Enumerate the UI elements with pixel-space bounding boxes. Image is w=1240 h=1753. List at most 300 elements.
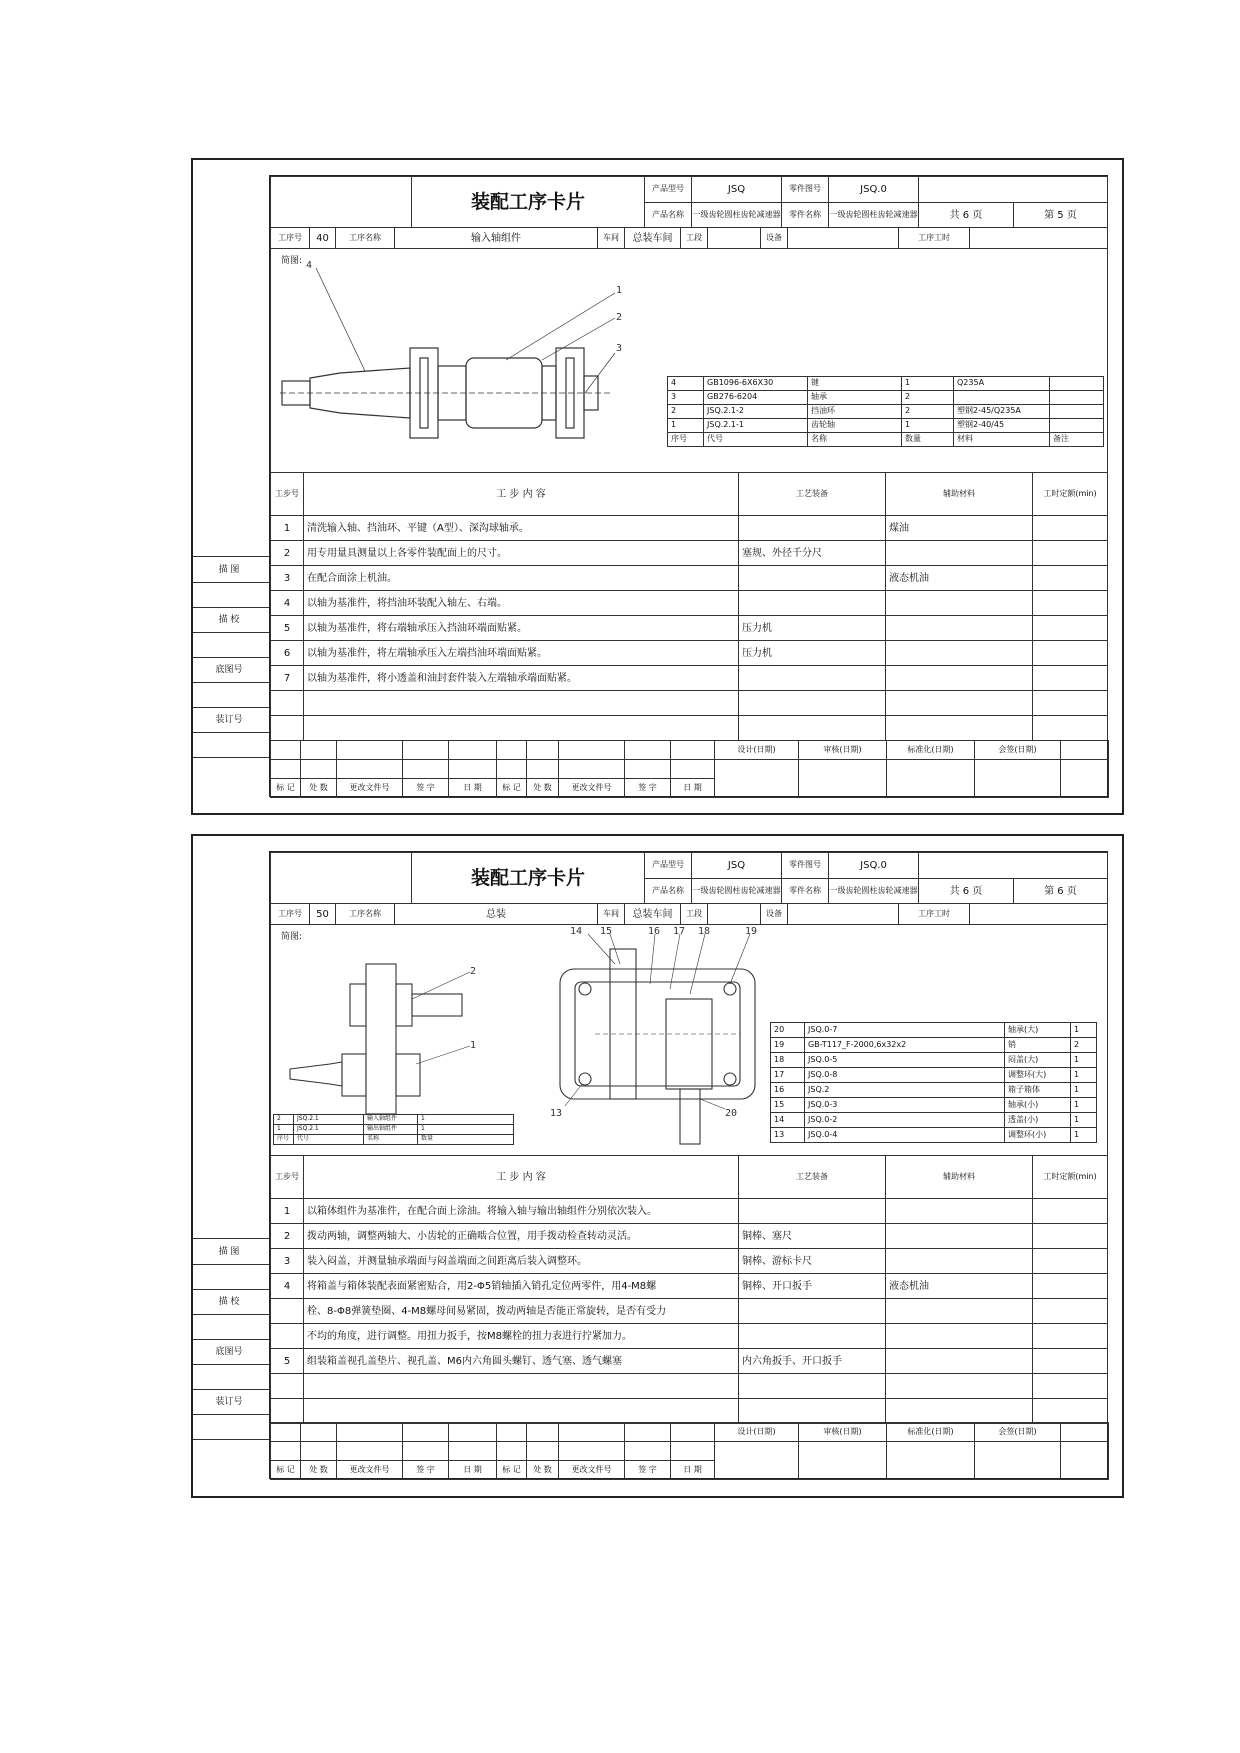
bom-cell: 18 (770, 1052, 805, 1068)
label: 工段 (680, 227, 708, 249)
blank (969, 227, 1108, 249)
step-aux-material (885, 1323, 1033, 1349)
step-time (1032, 1398, 1108, 1424)
step-time (1032, 1198, 1108, 1224)
bom-cell: 1 (1070, 1052, 1097, 1068)
label: 零件名称 (781, 202, 829, 228)
balloon-label: 17 (673, 926, 686, 937)
part-name: 一级齿轮圆柱齿轮减速器 (828, 202, 919, 228)
balloon-label: 16 (648, 926, 661, 937)
sign-col-label: 日 期 (670, 1460, 715, 1480)
sign-col-label: 更改文件号 (558, 778, 625, 798)
sign-heading: 会签(日期) (974, 1422, 1061, 1442)
balloon-label: 1 (616, 285, 623, 296)
side-label: 装订号 (215, 1397, 243, 1407)
sign-blank (526, 759, 559, 779)
sign-blank (558, 740, 625, 760)
label: 产品名称 (644, 878, 692, 904)
sign-blank (714, 1441, 799, 1480)
step-aux-material (885, 1298, 1033, 1324)
sign-blank (558, 1441, 625, 1461)
sign-blank (526, 740, 559, 760)
label: 工序名称 (335, 903, 395, 925)
label: 车间 (597, 903, 625, 925)
workshop: 总装车间 (624, 903, 681, 925)
label: 零件图号 (781, 176, 829, 203)
sign-blank (270, 740, 301, 760)
sign-heading: 会签(日期) (974, 740, 1061, 760)
sign-blank (670, 1441, 715, 1461)
step-time (1032, 1323, 1108, 1349)
step-content: 以轴为基准件，将右端轴承压入挡油环端面贴紧。 (303, 615, 739, 641)
step-content (303, 1398, 739, 1424)
side-label: 描 图 (218, 565, 240, 575)
step-time (1032, 715, 1108, 741)
step-equipment (738, 1298, 886, 1324)
workshop: 总装车间 (624, 227, 681, 249)
step-content: 以轴为基准件，将小透盖和油封套件装入左端轴承端面贴紧。 (303, 665, 739, 691)
sign-blank (496, 759, 527, 779)
bom-cell: 轴承(小) (1004, 1097, 1071, 1113)
step-content: 栓、8-Φ8弹簧垫圈、4-M8螺母间易紧固，拨动两轴是否能正常旋转，是否有受力 (303, 1298, 739, 1324)
side-label: 装订号 (215, 715, 243, 725)
col-header: 工 步 内 容 (303, 472, 739, 516)
step-equipment: 铜棒、开口扳手 (738, 1273, 886, 1299)
step-aux-material (885, 1198, 1033, 1224)
sign-col-label: 标 记 (496, 778, 527, 798)
balloon-label: 15 (600, 926, 613, 937)
process-number: 50 (309, 903, 336, 925)
bom-cell: 1 (901, 376, 954, 391)
small-bom-cell: 数量 (417, 1134, 514, 1145)
sign-blank (300, 759, 337, 779)
step-equipment (738, 515, 886, 541)
step-content: 用专用量具测量以上各零件装配面上的尺寸。 (303, 540, 739, 566)
step-number (270, 1398, 304, 1424)
bom-cell: GB276-6204 (703, 390, 808, 405)
sign-blank (886, 1441, 975, 1480)
step-aux-material (885, 540, 1033, 566)
balloon-label: 13 (550, 1108, 563, 1119)
bom-cell: 销 (1004, 1037, 1071, 1053)
step-time (1032, 1348, 1108, 1374)
blank (707, 903, 761, 925)
step-number: 5 (270, 615, 304, 641)
small-bom-cell: 序号 (273, 1134, 294, 1145)
bom-cell: 1 (1070, 1127, 1097, 1143)
part-number: JSQ.0 (828, 852, 919, 879)
bom-cell: 塑钢2-40/45 (953, 418, 1050, 433)
step-equipment (738, 1373, 886, 1399)
step-number (270, 715, 304, 741)
label: 工段 (680, 903, 708, 925)
bom-cell: 1 (901, 418, 954, 433)
balloon-label: 4 (306, 260, 313, 271)
step-aux-material (885, 590, 1033, 616)
step-equipment: 内六角扳手、开口扳手 (738, 1348, 886, 1374)
balloon-label: 1 (470, 1040, 477, 1051)
step-time (1032, 565, 1108, 591)
card-title: 装配工序卡片 (411, 176, 645, 228)
bom-cell: GB1096-6X6X30 (703, 376, 808, 391)
total-pages: 共 6 页 (918, 878, 1014, 904)
step-content: 以轴为基准件，将挡油环装配入轴左、右端。 (303, 590, 739, 616)
step-time (1032, 590, 1108, 616)
col-header: 工 步 内 容 (303, 1155, 739, 1199)
step-number: 4 (270, 1273, 304, 1299)
bom-cell: 轴承(大) (1004, 1022, 1071, 1038)
step-equipment (738, 1198, 886, 1224)
small-bom-cell: 1 (417, 1124, 514, 1135)
col-header: 辅助材料 (885, 472, 1033, 516)
label: 产品名称 (644, 202, 692, 228)
step-equipment: 压力机 (738, 640, 886, 666)
step-number: 3 (270, 1248, 304, 1274)
step-number (270, 1373, 304, 1399)
sign-blank (624, 740, 671, 760)
bom-cell (1049, 418, 1104, 433)
balloon-label: 3 (616, 343, 623, 354)
bom-cell: 2 (901, 404, 954, 419)
bom-cell: 轴承 (807, 390, 902, 405)
label: 工序工时 (898, 227, 970, 249)
bom-cell: 1 (1070, 1112, 1097, 1128)
bom-cell: 2 (901, 390, 954, 405)
sign-blank (974, 1441, 1061, 1480)
step-aux-material (885, 715, 1033, 741)
step-aux-material (885, 690, 1033, 716)
step-time (1032, 1298, 1108, 1324)
sign-blank (270, 1441, 301, 1461)
step-equipment (738, 665, 886, 691)
step-time (1032, 640, 1108, 666)
sign-blank (300, 740, 337, 760)
process-card-1 (191, 158, 1124, 815)
small-bom-cell: 名称 (363, 1134, 418, 1145)
bom-header: 名称 (807, 432, 902, 447)
step-aux-material: 煤油 (885, 515, 1033, 541)
balloon-label: 2 (616, 312, 623, 323)
side-label: 描 校 (218, 1297, 240, 1307)
sign-heading: 标准化(日期) (886, 1422, 975, 1442)
bom-cell (1049, 404, 1104, 419)
step-equipment: 塞规、外径千分尺 (738, 540, 886, 566)
step-content: 组装箱盖视孔盖垫片、视孔盖、M6内六角圆头螺钉、透气塞、透气螺塞 (303, 1348, 739, 1374)
sign-blank (402, 759, 449, 779)
label: 工序工时 (898, 903, 970, 925)
step-time (1032, 1373, 1108, 1399)
step-time (1032, 615, 1108, 641)
bom-cell: 15 (770, 1097, 805, 1113)
process-number: 40 (309, 227, 336, 249)
bom-cell: JSQ.0-8 (804, 1067, 1005, 1083)
process-card-2 (191, 834, 1124, 1498)
bom-cell: 闷盖(大) (1004, 1052, 1071, 1068)
label: 零件图号 (781, 852, 829, 879)
sign-col-label: 标 记 (270, 778, 301, 798)
step-time (1032, 1273, 1108, 1299)
sign-blank (336, 1422, 403, 1442)
col-header: 工步号 (270, 472, 304, 516)
step-equipment (738, 1398, 886, 1424)
card-title: 装配工序卡片 (411, 852, 645, 904)
step-number: 1 (270, 515, 304, 541)
small-bom-cell: 输出轴组件 (363, 1124, 418, 1135)
col-header: 工步号 (270, 1155, 304, 1199)
process-name: 总装 (394, 903, 598, 925)
bom-cell: 17 (770, 1067, 805, 1083)
blank (787, 903, 899, 925)
step-content: 以轴为基准件，将左端轴承压入左端挡油环端面贴紧。 (303, 640, 739, 666)
step-number: 2 (270, 540, 304, 566)
col-header: 辅助材料 (885, 1155, 1033, 1199)
sign-heading: 设计(日期) (714, 1422, 799, 1442)
sign-block (270, 740, 1108, 797)
bom-header: 序号 (667, 432, 704, 447)
sign-heading: 审核(日期) (798, 740, 887, 760)
bom-cell: 1 (1070, 1082, 1097, 1098)
balloon-label: 14 (570, 926, 583, 937)
part-name: 一级齿轮圆柱齿轮减速器 (828, 878, 919, 904)
card-frame (269, 851, 1108, 1479)
col-header: 工艺装备 (738, 1155, 886, 1199)
step-content (303, 1373, 739, 1399)
sign-blank (336, 740, 403, 760)
sign-blank (496, 740, 527, 760)
step-number (270, 690, 304, 716)
col-header: 工时定额(min) (1032, 1155, 1108, 1199)
step-content: 在配合面涂上机油。 (303, 565, 739, 591)
sign-col-label: 日 期 (448, 778, 497, 798)
sign-blank (1060, 759, 1109, 798)
product-name: 一级齿轮圆柱齿轮减速器 (691, 878, 782, 904)
balloon-label: 19 (745, 926, 758, 937)
step-aux-material (885, 640, 1033, 666)
logo-cell (270, 176, 412, 228)
bom-cell: Q235A (953, 376, 1050, 391)
sign-col-label: 处 数 (526, 778, 559, 798)
sign-blank (558, 1422, 625, 1442)
bom-cell: JSQ.2 (804, 1082, 1005, 1098)
sign-blank (670, 740, 715, 760)
bom-header: 材料 (953, 432, 1050, 447)
step-equipment (738, 590, 886, 616)
step-content (303, 690, 739, 716)
sign-blank (624, 1441, 671, 1461)
sign-blank (402, 740, 449, 760)
sketch-label: 简图: (281, 932, 303, 942)
blank (918, 176, 1108, 203)
bom-cell: JSQ.2.1-1 (703, 418, 808, 433)
sign-block (270, 1422, 1108, 1479)
blank (707, 227, 761, 249)
sign-col-label: 签 字 (402, 1460, 449, 1480)
step-number (270, 1298, 304, 1324)
blank (787, 227, 899, 249)
side-label: 底图号 (215, 1347, 243, 1357)
label: 工序名称 (335, 227, 395, 249)
sign-col-label: 签 字 (624, 778, 671, 798)
sign-blank (402, 1422, 449, 1442)
step-aux-material (885, 665, 1033, 691)
step-aux-material: 液态机油 (885, 565, 1033, 591)
small-bom-cell: 2 (273, 1114, 294, 1125)
step-time (1032, 1248, 1108, 1274)
sign-col-label: 标 记 (496, 1460, 527, 1480)
step-time (1032, 1223, 1108, 1249)
sign-col-label: 日 期 (448, 1460, 497, 1480)
sign-blank (402, 1441, 449, 1461)
sign-heading: 审核(日期) (798, 1422, 887, 1442)
bom-cell: 1 (1070, 1022, 1097, 1038)
sign-col-label: 更改文件号 (336, 778, 403, 798)
bom-cell: JSQ.0-5 (804, 1052, 1005, 1068)
step-content (303, 715, 739, 741)
bom-header: 代号 (703, 432, 808, 447)
sign-blank (496, 1441, 527, 1461)
step-aux-material (885, 1223, 1033, 1249)
sign-blank (1060, 740, 1109, 760)
sign-blank (336, 759, 403, 779)
sign-col-label: 处 数 (300, 1460, 337, 1480)
sign-col-label: 日 期 (670, 778, 715, 798)
bom-cell: 20 (770, 1022, 805, 1038)
product-name: 一级齿轮圆柱齿轮减速器 (691, 202, 782, 228)
sign-blank (300, 1441, 337, 1461)
sign-col-label: 签 字 (402, 778, 449, 798)
step-equipment (738, 690, 886, 716)
bom-cell: 1 (1070, 1097, 1097, 1113)
sign-blank (270, 1422, 301, 1442)
step-equipment (738, 715, 886, 741)
label: 车间 (597, 227, 625, 249)
bom-cell: GB-T117_F-2000,6x32x2 (804, 1037, 1005, 1053)
product-model: JSQ (691, 852, 782, 879)
blank (969, 903, 1108, 925)
label: 零件名称 (781, 878, 829, 904)
bom-cell (1049, 390, 1104, 405)
card-frame (269, 175, 1108, 797)
step-time (1032, 665, 1108, 691)
sign-col-label: 签 字 (624, 1460, 671, 1480)
step-aux-material (885, 615, 1033, 641)
small-bom-cell: JSQ.2.1 (293, 1124, 364, 1135)
bom-cell: 13 (770, 1127, 805, 1143)
step-number (270, 1323, 304, 1349)
sign-blank (300, 1422, 337, 1442)
sign-col-label: 标 记 (270, 1460, 301, 1480)
bom-cell: JSQ.0-4 (804, 1127, 1005, 1143)
small-bom-cell: 1 (417, 1114, 514, 1125)
sign-col-label: 更改文件号 (336, 1460, 403, 1480)
sign-heading: 设计(日期) (714, 740, 799, 760)
bom-cell: 2 (667, 404, 704, 419)
label: 设备 (760, 227, 788, 249)
bom-cell: 2 (1070, 1037, 1097, 1053)
sign-blank (558, 759, 625, 779)
side-label: 描 校 (218, 615, 240, 625)
sign-blank (670, 1422, 715, 1442)
step-equipment: 压力机 (738, 615, 886, 641)
bom-cell (953, 390, 1050, 405)
step-content: 将箱盖与箱体装配表面紧密贴合，用2-Φ5销轴插入销孔定位两零件，用4-M8螺 (303, 1273, 739, 1299)
bom-cell: 1 (1070, 1067, 1097, 1083)
small-bom-cell: JSQ.2.1 (293, 1114, 364, 1125)
small-bom-cell: 1 (273, 1124, 294, 1135)
step-number: 2 (270, 1223, 304, 1249)
blank (918, 852, 1108, 879)
bom-cell: 塑钢2-45/Q235A (953, 404, 1050, 419)
sign-blank (624, 759, 671, 779)
sign-blank (798, 759, 887, 798)
bom-cell: 调整环(大) (1004, 1067, 1071, 1083)
page-number: 第 6 页 (1013, 878, 1108, 904)
sign-col-label: 处 数 (300, 778, 337, 798)
bom-cell: 挡油环 (807, 404, 902, 419)
col-header: 工时定额(min) (1032, 472, 1108, 516)
bom-cell: 4 (667, 376, 704, 391)
part-number: JSQ.0 (828, 176, 919, 203)
step-content: 清洗输入轴、挡油环、平键（A型）、深沟球轴承。 (303, 515, 739, 541)
page-number: 第 5 页 (1013, 202, 1108, 228)
step-aux-material (885, 1248, 1033, 1274)
sign-blank (448, 1441, 497, 1461)
sign-blank (496, 1422, 527, 1442)
bom-cell: JSQ.0-2 (804, 1112, 1005, 1128)
step-time (1032, 690, 1108, 716)
sketch-label: 简图: (281, 256, 303, 266)
step-content: 以箱体组件为基准件，在配合面上涂油。将输入轴与输出轴组件分别依次装入。 (303, 1198, 739, 1224)
balloon-label: 20 (725, 1108, 738, 1119)
sign-blank (798, 1441, 887, 1480)
step-aux-material (885, 1398, 1033, 1424)
bom-cell: 19 (770, 1037, 805, 1053)
sign-blank (1060, 1422, 1109, 1442)
step-aux-material: 液态机油 (885, 1273, 1033, 1299)
sign-blank (974, 759, 1061, 798)
sign-col-label: 处 数 (526, 1460, 559, 1480)
bom-cell: 3 (667, 390, 704, 405)
sign-blank (270, 759, 301, 779)
sign-blank (448, 1422, 497, 1442)
bom-cell: 调整环(小) (1004, 1127, 1071, 1143)
bom-header: 数量 (901, 432, 954, 447)
bom-cell: 16 (770, 1082, 805, 1098)
process-name: 输入轴组件 (394, 227, 598, 249)
sign-blank (526, 1422, 559, 1442)
sign-blank (670, 759, 715, 779)
label: 产品型号 (644, 852, 692, 879)
sign-blank (714, 759, 799, 798)
step-equipment (738, 565, 886, 591)
step-aux-material (885, 1348, 1033, 1374)
bom-cell: 箱子箱体 (1004, 1082, 1071, 1098)
step-number: 1 (270, 1198, 304, 1224)
balloon-label: 18 (698, 926, 711, 937)
bom-cell: JSQ.0-7 (804, 1022, 1005, 1038)
logo-cell (270, 852, 412, 904)
bom-cell: 透盖(小) (1004, 1112, 1071, 1128)
bom-cell: JSQ.0-3 (804, 1097, 1005, 1113)
sign-blank (624, 1422, 671, 1442)
step-equipment (738, 1323, 886, 1349)
sign-heading: 标准化(日期) (886, 740, 975, 760)
step-number: 6 (270, 640, 304, 666)
step-number: 3 (270, 565, 304, 591)
small-bom-cell: 输入轴组件 (363, 1114, 418, 1125)
step-aux-material (885, 1373, 1033, 1399)
sign-blank (448, 740, 497, 760)
